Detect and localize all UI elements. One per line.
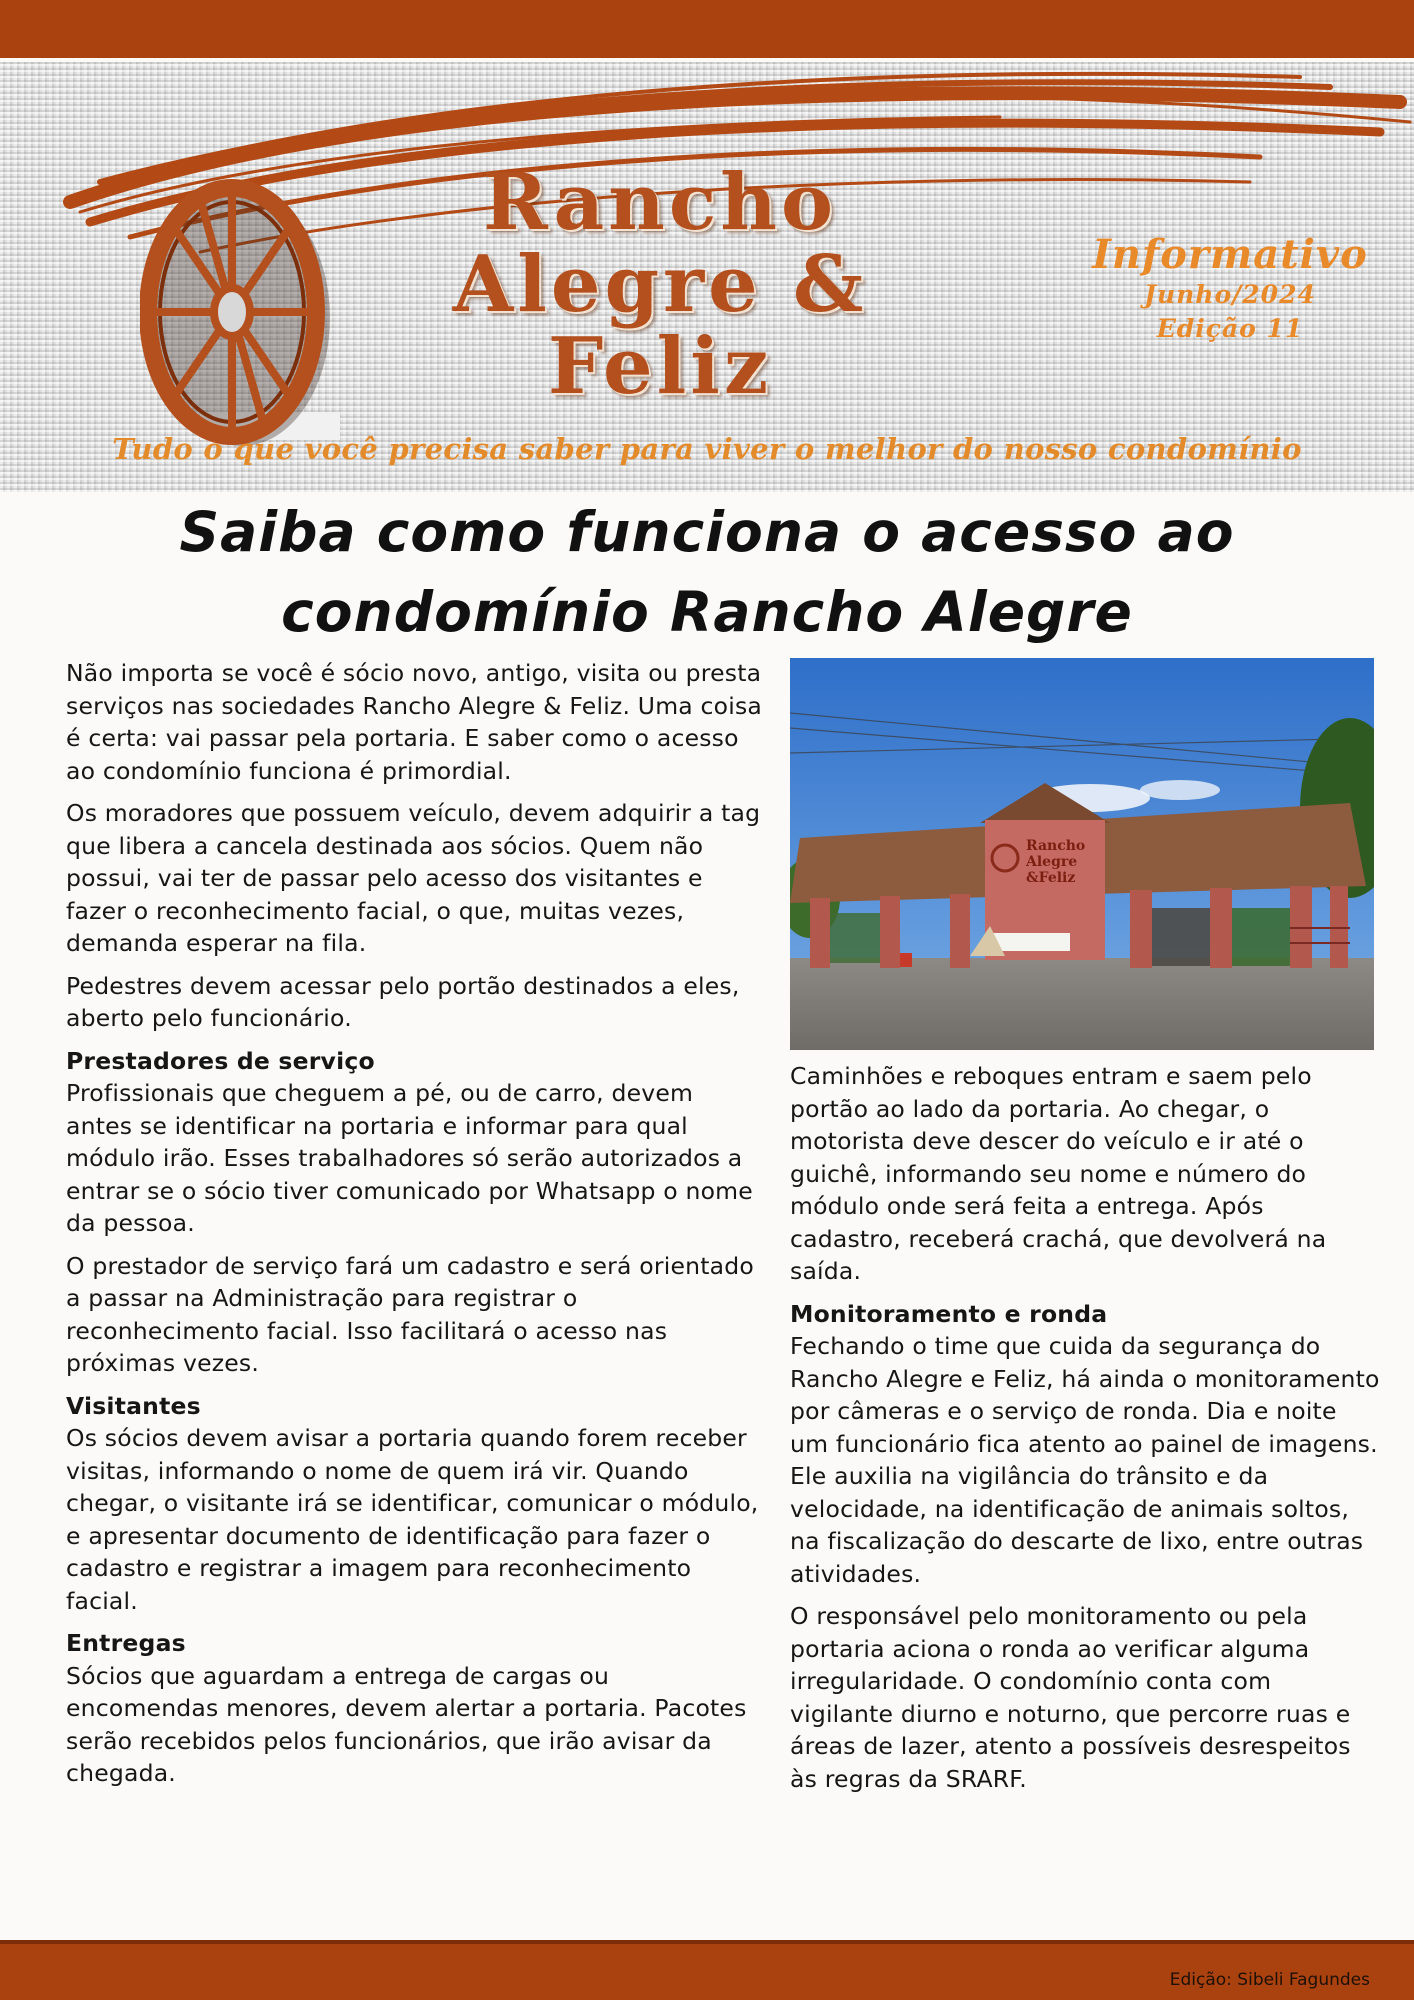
article-headline [40,492,1374,652]
gatehouse-illustration [790,658,1374,1050]
paragraph-intro: Não importa se você é sócio novo, antigo, visita ou presta serviços nas sociedades Rancho Alegre & Feliz. Uma coisa é certa: vai passar pela portaria. E saber como o acesso ao condomínio funciona é primordial. [66,659,763,785]
top-bar [0,0,1414,58]
masthead [0,62,1414,492]
paragraph-ronda: O responsável pelo monitoramento ou pela portaria aciona o ronda ao verificar alguma irregularidade. O condomínio conta com vigilante diurno e noturno, que percorre ruas e áreas de lazer, atento a possíveis desrespeitos às regras da SRARF. [790,1602,1351,1793]
sign-text-2: Alegre [1026,854,1078,870]
paragraph-vehicles: Os moradores que possuem veículo, devem adquirir a tag que libera a cancela destinada aos sócios. Quem não possui, vai ter de passar pelo acesso dos visitantes e fazer o reconhecimento facial, o que, muitas vezes, demanda esperar na fila. [66,799,761,957]
issue-date: Junho/2024 [1144,280,1316,309]
headline-line-1: Saiba como funciona o acesso ao [179,500,1235,564]
sign-text-3: &Feliz [1026,870,1076,886]
heading-entregas: Entregas [66,1629,186,1657]
gatehouse-photo [790,658,1374,1050]
bottom-bar-rule [0,1940,1414,1944]
tagline: Tudo o que você precisa saber para viver o melhor do nosso condomínio [112,432,1302,466]
headline-line-2: condomínio Rancho Alegre [281,580,1133,644]
sign-text-1: Rancho [1026,838,1086,854]
brand-line-2: Alegre & [452,239,868,330]
right-column [790,1060,1380,1805]
left-column [66,657,766,1800]
brand-line-1: Rancho [482,157,838,248]
paragraph-monitoramento: Fechando o time que cuida da segurança do Rancho Alegre e Feliz, há ainda o monitoramento por câmeras e o serviço de ronda. Dia e noite um funcionário fica atento ao painel de imagens. Ele auxilia na vigilância do trânsito e da velocidade, na identificação de animais soltos, na fiscalização do descarte de lixo, entre outras atividades. [790,1332,1380,1588]
paragraph-prestadores-2: O prestador de serviço fará um cadastro e será orientado a passar na Administração para registrar o reconhecimento facial. Isso facilitará o acesso nas próximas vezes. [66,1251,754,1377]
issue-info [1070,232,1390,346]
brand-line-3: Feliz [547,321,773,412]
masthead-brand [300,157,1020,412]
paragraph-prestadores-1: Profissionais que cheguem a pé, ou de carro, devem antes se identificar na portaria e informar para qual módulo irão. Esses trabalhadores só serão autorizados a entrar se o sócio tiver comunicado por Whatsapp o nome da pessoa. [66,1079,753,1237]
paragraph-pedestrians: Pedestres devem acessar pelo portão destinados a eles, aberto pelo funcionário. [66,971,740,1032]
heading-monitoramento: Monitoramento e ronda [790,1299,1108,1328]
paragraph-visitantes: Os sócios devem avisar a portaria quando forem receber visitas, informando o nome de quem irá vir. Quando chegar, o visitante irá se identificar, comunicar o módulo, e apresentar documento de identificação para fazer o cadastro e registrar a imagem para reconhecimento facial. [66,1424,759,1615]
paragraph-caminhoes: Caminhões e reboques entram e saem pelo portão ao lado da portaria. Ao chegar, o motorista deve descer do veículo e ir até o guichê, informando seu nome e número do módulo onde será feita a entrega. Após cadastro, receberá crachá, que devolverá na saída. [790,1062,1327,1285]
newsletter-label: Informativo [1092,231,1368,278]
heading-prestadores: Prestadores de serviço [66,1046,375,1075]
editor-credit: Edição: Sibeli Fagundes [1169,1970,1370,1990]
paragraph-entregas: Sócios que aguardam a entrega de cargas ou encomendas menores, devem alertar a portaria. Pacotes serão recebidos pelos funcionários, que irão avisar da chegada. [66,1661,747,1787]
heading-visitantes: Visitantes [66,1391,201,1420]
issue-edition: Edição 11 [1156,314,1304,343]
